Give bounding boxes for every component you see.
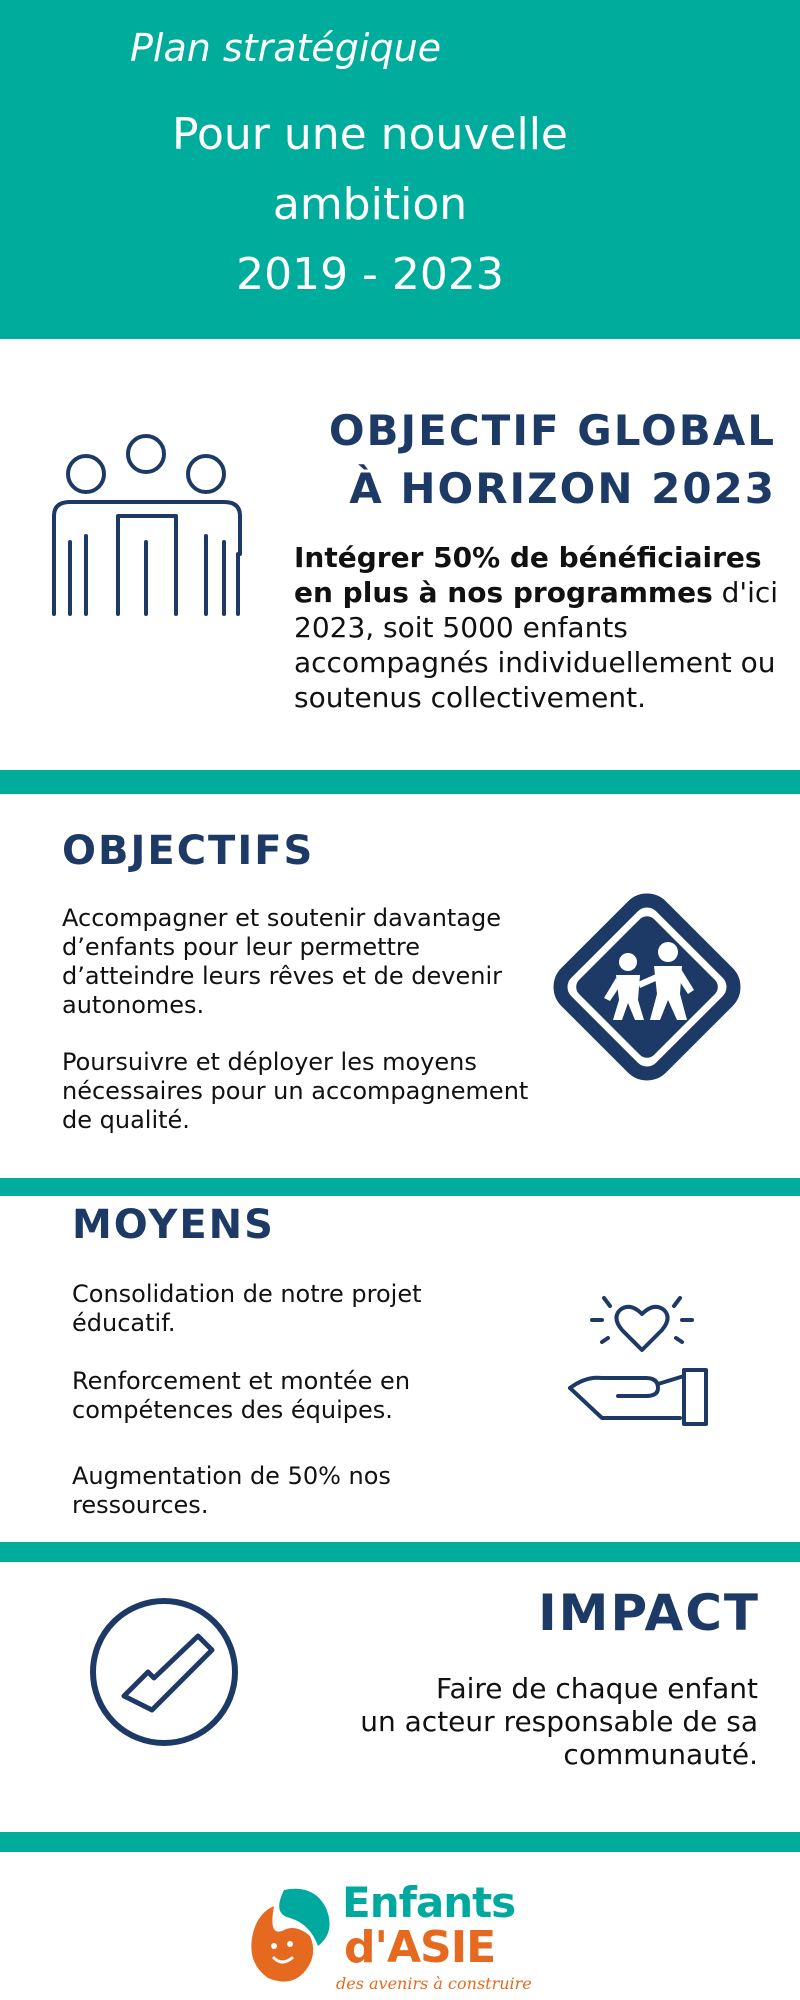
global-objective-title [329, 402, 776, 518]
divider-band [0, 1832, 800, 1852]
objectives-title: OBJECTIFS [62, 828, 315, 874]
logo-tagline: des avenirs à construire [336, 1974, 532, 1993]
global-objective-title-line: À HORIZON 2023 [349, 464, 776, 513]
means-paragraph: Consolidation de notre projet éducatif. [72, 1280, 422, 1337]
children-crossing-sign-icon [542, 882, 752, 1092]
objectives-paragraph: Poursuivre et déployer les moyens nécessaires pour un accompagnement de qualité. [62, 1048, 529, 1134]
plan-title [0, 100, 740, 310]
impact-text-line: communauté. [563, 1738, 758, 1771]
impact-title: IMPACT [538, 1584, 760, 1642]
objectives-paragraph: Accompagner et soutenir davantage d’enfants pour leur permettre d’atteindre leurs rêves et de devenir autonomes. [62, 904, 503, 1019]
plan-subtitle: Plan stratégique [130, 26, 442, 70]
means-paragraph: Renforcement et montée en compétences des équipes. [72, 1367, 411, 1424]
heart-in-hand-icon [562, 1284, 732, 1434]
means-paragraph: Augmentation de 50% nos ressources. [72, 1462, 391, 1519]
global-objective-text-rest: d'ici 2023, soit 5000 enfants accompagnés individuellement ou soutenus collectivement. [294, 576, 779, 714]
people-group-icon [48, 432, 248, 620]
header-banner [0, 0, 800, 339]
enfants-dasie-logo [240, 1864, 540, 1994]
divider-band [0, 1178, 800, 1196]
impact-text-line: Faire de chaque enfant [435, 1672, 758, 1705]
global-objective-text-bold: Intégrer 50% de bénéficiaires en plus à nos programmes [294, 541, 762, 609]
plan-title-line: 2019 - 2023 [236, 249, 504, 300]
divider-band [0, 1542, 800, 1562]
impact-text [360, 1672, 758, 1771]
children-faces-logo-icon [244, 1884, 344, 1984]
plan-title-line: Pour une nouvelle [172, 109, 568, 160]
impact-text-line: un acteur responsable de sa [360, 1705, 758, 1738]
check-circle-icon [88, 1596, 240, 1748]
divider-band [0, 770, 800, 794]
logo-word-enfants: Enfants [342, 1878, 516, 1927]
global-objective-title-line: OBJECTIF GLOBAL [328, 406, 776, 455]
means-title: MOYENS [72, 1202, 275, 1248]
plan-title-line: ambition [272, 179, 468, 230]
global-objective-text [294, 540, 794, 715]
logo-word-dasie: d'ASIE [344, 1922, 496, 1973]
